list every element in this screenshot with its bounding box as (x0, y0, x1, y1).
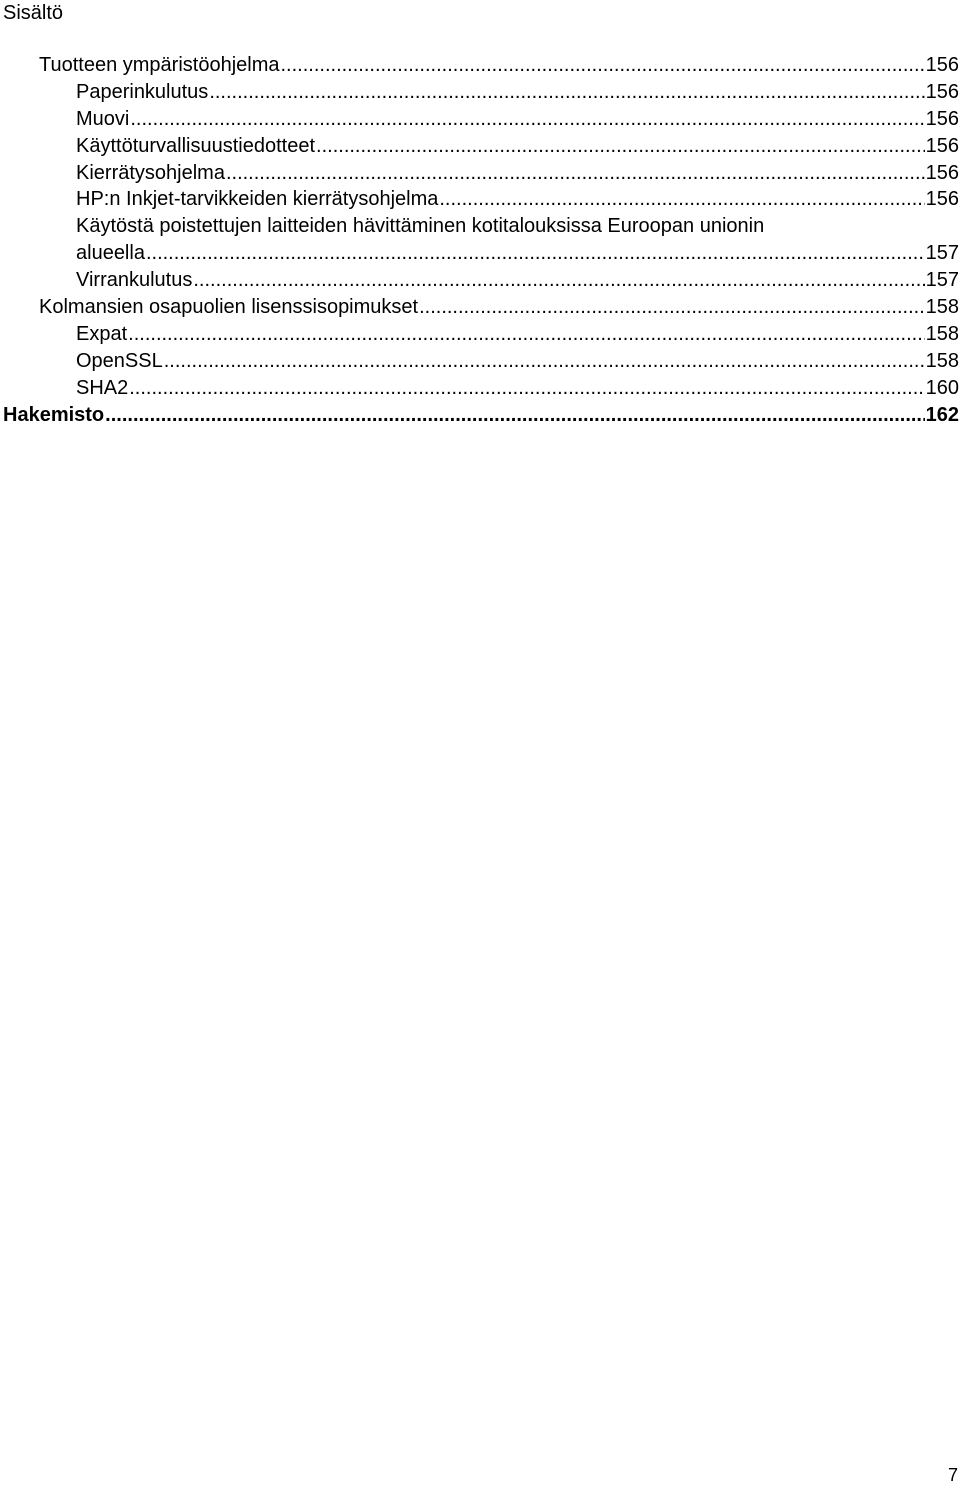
toc-entry-page: 158 (925, 296, 959, 319)
toc-entry-title-line1: Käytöstä poistettujen laitteiden hävittäminen kotitalouksissa Euroopan unionin (76, 215, 765, 238)
toc-entry-kierratysohjelma[interactable] (76, 160, 960, 187)
page-number: 7 (947, 1465, 958, 1485)
toc-entry-page: 156 (925, 188, 959, 211)
running-header: Sisältö (3, 2, 64, 24)
toc-entry-laitteiden-havittaminen[interactable] (76, 213, 960, 267)
toc-entry-page: 156 (925, 80, 959, 103)
toc-entry-title: SHA2 (76, 376, 129, 399)
toc-entry-title: Kierrätysohjelma (76, 161, 225, 184)
toc-entry-expat[interactable] (76, 321, 960, 348)
toc-entry-sha2[interactable] (76, 375, 960, 402)
toc-entry-paperinkulutus[interactable] (76, 79, 960, 106)
toc-entry-page: 160 (925, 376, 959, 399)
toc-dot-leader (226, 160, 925, 187)
toc-entry-title: Virrankulutus (76, 269, 193, 292)
toc-entry-page: 156 (925, 54, 959, 76)
toc-dot-leader (209, 79, 924, 106)
toc-entry-title: Paperinkulutus (76, 80, 209, 103)
toc-dot-leader (164, 348, 925, 375)
toc-dot-leader (128, 321, 924, 348)
toc-dot-leader (316, 133, 925, 160)
toc-entry-page: 157 (925, 269, 959, 292)
toc-dot-leader (281, 52, 925, 79)
toc-entry-page: 156 (925, 107, 959, 130)
toc-entry-page: 158 (925, 322, 959, 345)
toc-entry-title: HP:n Inkjet-tarvikkeiden kierrätysohjelma (76, 188, 439, 211)
toc-dot-leader (146, 240, 925, 267)
toc-entry-page: 162 (925, 403, 959, 426)
toc-entry-hakemisto[interactable] (3, 402, 960, 429)
toc-entry-title: Tuotteen ympäristöohjelma (39, 54, 280, 76)
toc-dot-leader (193, 267, 924, 294)
toc-entry-title: Hakemisto (3, 403, 105, 426)
toc-dot-leader (419, 294, 925, 321)
toc-entry-kayttoturvallisuustiedotteet[interactable] (76, 133, 960, 160)
toc-entry-title: Käyttöturvallisuustiedotteet (76, 134, 316, 157)
toc-entry-title: Expat (76, 322, 128, 345)
toc-entry-page: 156 (925, 161, 959, 184)
toc-entry-openssl[interactable] (76, 348, 960, 375)
toc-entry-tuotteen-ymparistoohjelma[interactable] (39, 52, 960, 79)
toc-entry-hp-inkjet-kierratysohjelma[interactable] (76, 186, 960, 213)
toc-entry-kolmansien-osapuolien-lisenssisopimukset[interactable] (39, 294, 960, 321)
toc-entry-muovi[interactable] (76, 106, 960, 133)
toc-entry-title: Muovi (76, 107, 130, 130)
toc-entry-title: OpenSSL (76, 349, 163, 372)
table-of-contents (0, 52, 960, 428)
toc-entry-page: 156 (925, 134, 959, 157)
toc-dot-leader (439, 186, 924, 213)
toc-dot-leader (105, 402, 924, 429)
toc-entry-page: 158 (925, 349, 959, 372)
toc-entry-virrankulutus[interactable] (76, 267, 960, 294)
toc-dot-leader (130, 106, 924, 133)
toc-dot-leader (129, 375, 924, 402)
toc-entry-title-line2: alueella (76, 242, 145, 265)
toc-entry-title: Kolmansien osapuolien lisenssisopimukset (39, 296, 419, 319)
toc-entry-page: 157 (925, 242, 959, 265)
